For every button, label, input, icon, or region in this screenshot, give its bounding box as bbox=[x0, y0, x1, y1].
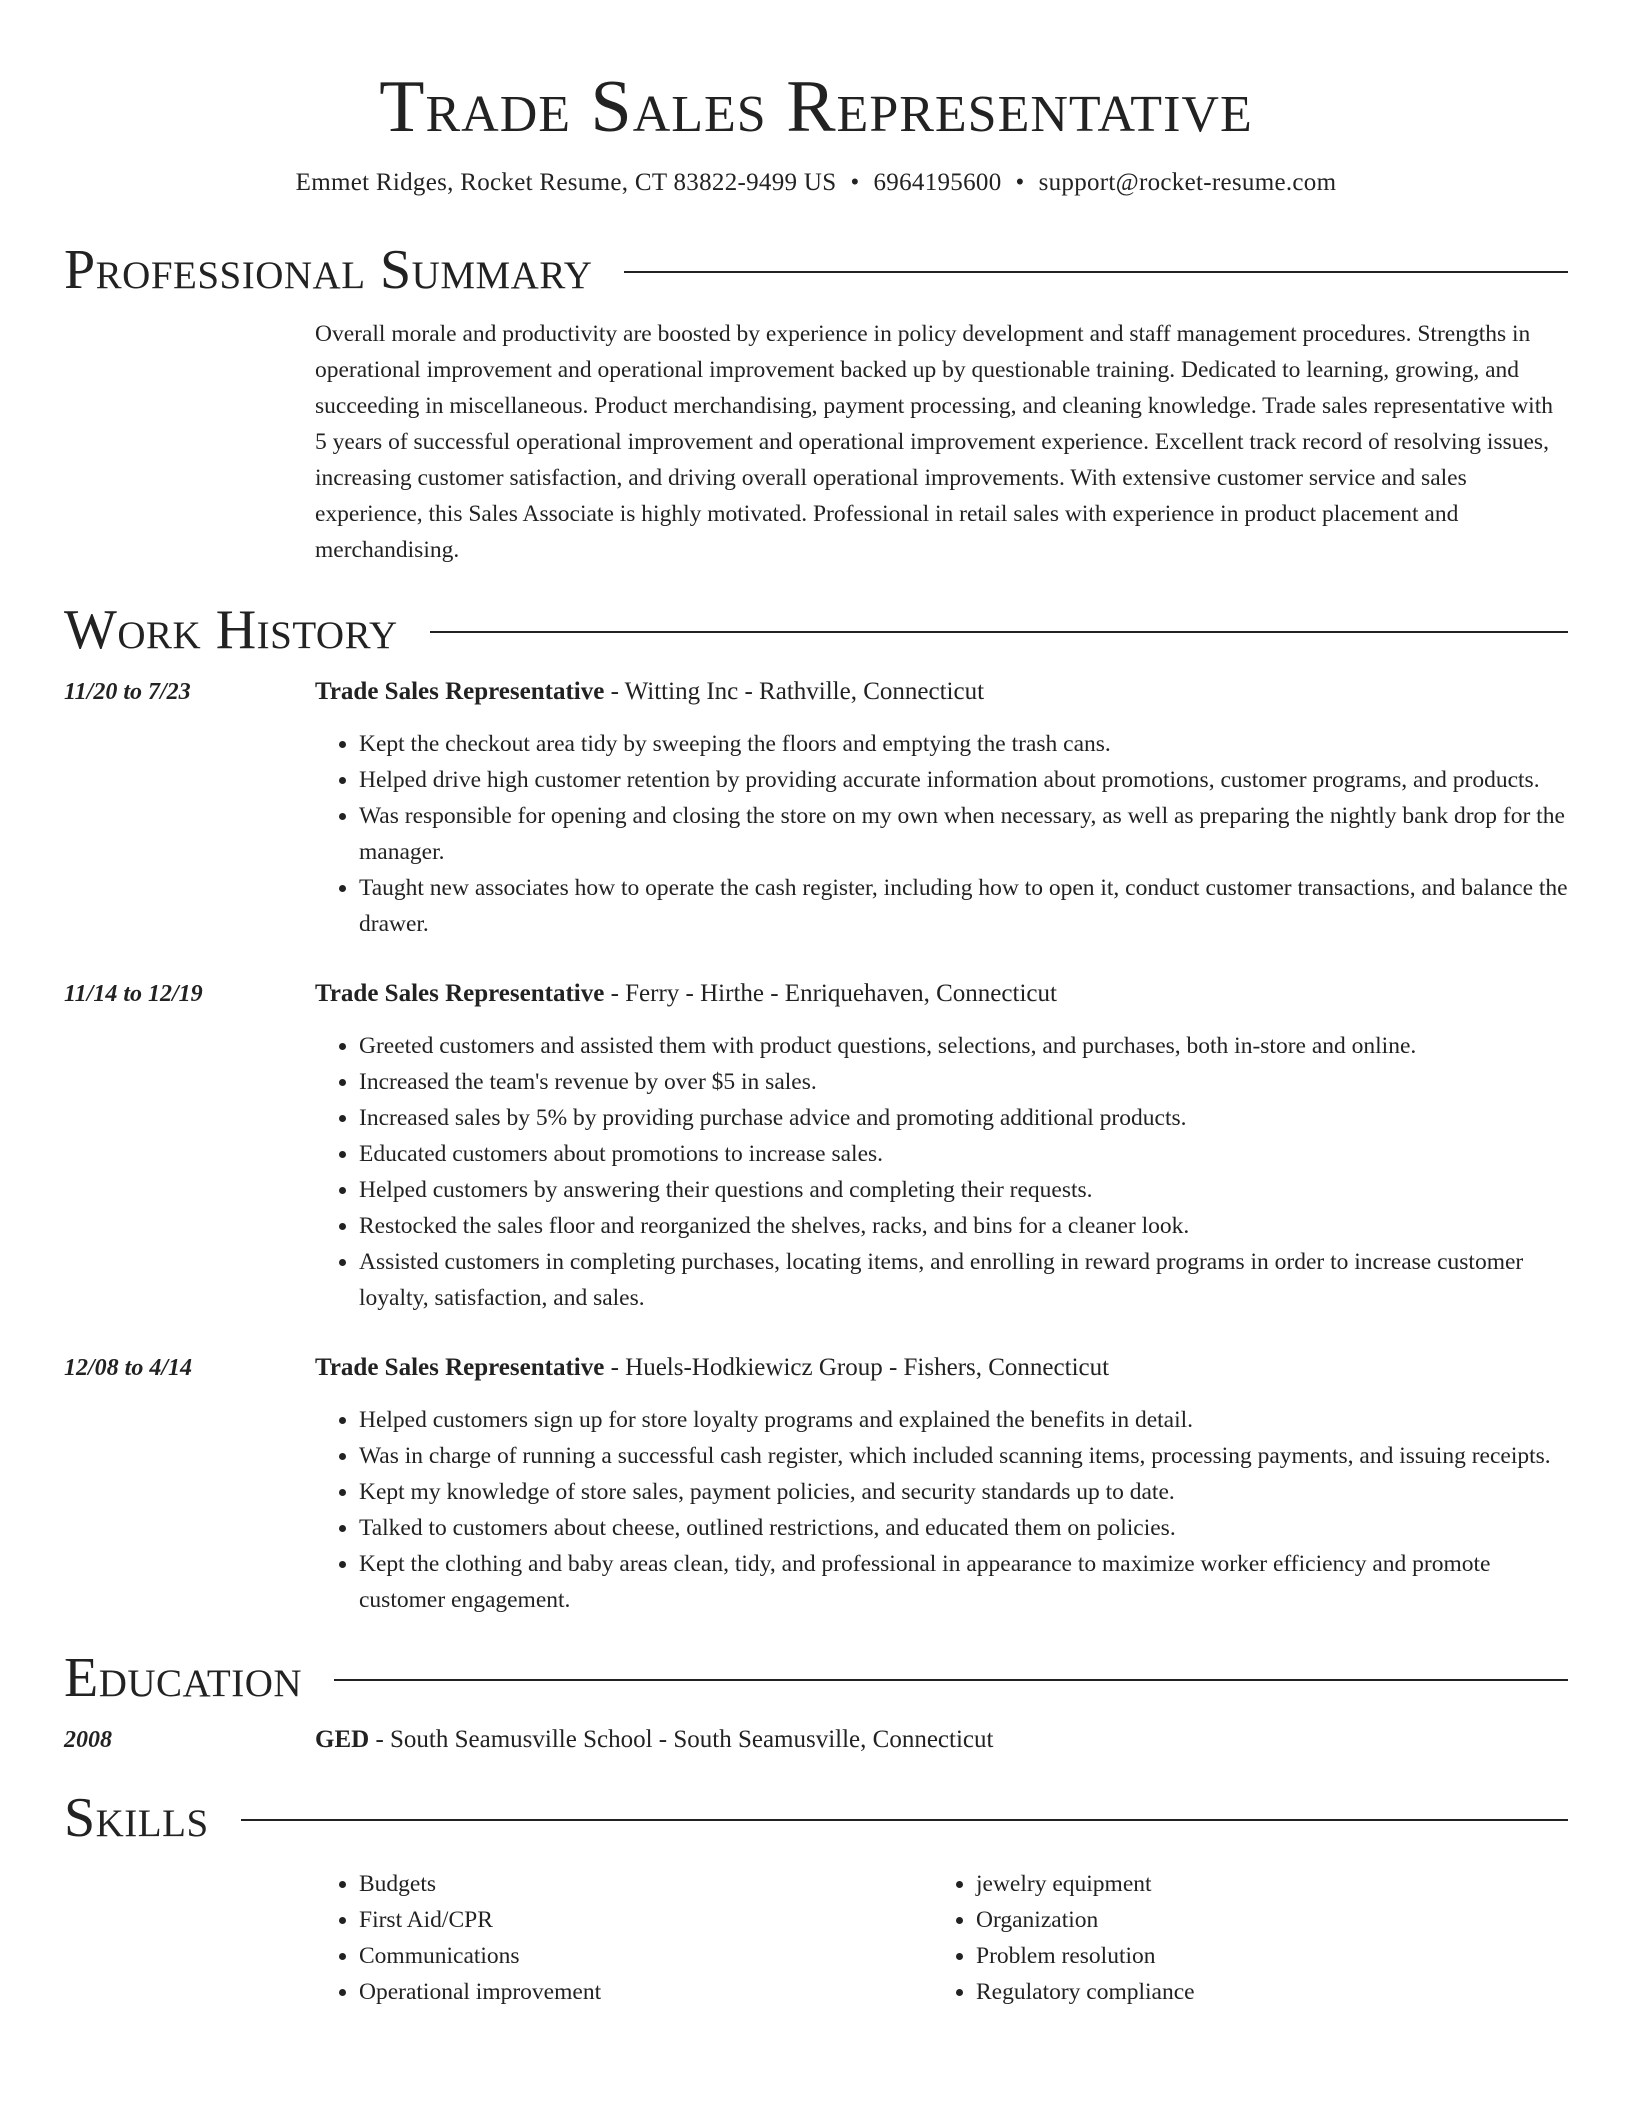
section-divider bbox=[334, 1679, 1568, 1681]
job-bullet: • Restocked the sales floor and reorganized the shelves, racks, and bins for a cleaner look. bbox=[359, 1208, 1568, 1244]
job-bullets bbox=[315, 1402, 1568, 1618]
job-heading bbox=[315, 1350, 1568, 1386]
job-bullets bbox=[315, 1028, 1568, 1316]
skill-item: • Operational improvement bbox=[359, 1974, 932, 2010]
job-heading bbox=[315, 976, 1568, 1012]
skill-item: • Regulatory compliance bbox=[976, 1974, 1549, 2010]
job-bullet: • Was responsible for opening and closing the store on my own when necessary, as well as preparing the nightly bank drop for the manager. bbox=[359, 798, 1568, 870]
job-bullet: • Talked to customers about cheese, outlined restrictions, and educated them on policies. bbox=[359, 1510, 1568, 1546]
contact-separator: • bbox=[850, 169, 860, 196]
contact-address: Emmet Ridges, Rocket Resume, CT 83822-9499 US bbox=[295, 169, 837, 196]
skills-column-right bbox=[932, 1866, 1549, 2010]
education-section-header bbox=[64, 1646, 1568, 1710]
section-divider bbox=[241, 1819, 1568, 1821]
job-entry bbox=[64, 976, 1568, 1316]
job-bullet: • Helped customers by answering their questions and completing their requests. bbox=[359, 1172, 1568, 1208]
skills-section-header bbox=[64, 1786, 1568, 1850]
summary-text: Overall morale and productivity are boosted by experience in policy development and staff management procedures. Strengths in operational improvement and operational improvement backed up by questionable training. Dedicated to learning, growing, and succeeding in miscellaneous. Product merchandising, payment processing, and cleaning knowledge. Trade sales representative with 5 years of successful operational improvement and operational improvement experience. Excellent track record of resolving issues, increasing customer satisfaction, and driving overall operational improvements. With extensive customer service and sales experience, this Sales Associate is highly motivated. Professional in retail sales with experience in product placement and merchandising. bbox=[315, 321, 1553, 563]
skills-heading: Skills bbox=[64, 1787, 209, 1849]
education-details: - South Seamusville School - South Seamusville, Connecticut bbox=[369, 1726, 994, 1753]
job-bullet: • Increased the team's revenue by over $5 in sales. bbox=[359, 1064, 1568, 1100]
education-heading: Education bbox=[64, 1647, 303, 1709]
job-bullet: • Helped customers sign up for store loyalty programs and explained the benefits in detail. bbox=[359, 1402, 1568, 1438]
work-section-header bbox=[64, 598, 1568, 662]
education-year: 2008 bbox=[64, 1727, 112, 1753]
skill-item: • First Aid/CPR bbox=[359, 1902, 932, 1938]
job-entry bbox=[64, 674, 1568, 942]
skill-item: • Organization bbox=[976, 1902, 1549, 1938]
skill-item: • Problem resolution bbox=[976, 1938, 1549, 1974]
job-bullet: • Assisted customers in completing purchases, locating items, and enrolling in reward programs in order to increase customer loyalty, satisfaction, and sales. bbox=[359, 1244, 1568, 1316]
job-dates: 12/08 to 4/14 bbox=[64, 1355, 193, 1381]
job-bullet: • Kept my knowledge of store sales, payment policies, and security standards up to date. bbox=[359, 1474, 1568, 1510]
education-degree: GED bbox=[315, 1726, 370, 1753]
education-entry bbox=[64, 1722, 1568, 1758]
work-heading: Work History bbox=[64, 599, 398, 661]
job-details: - Witting Inc - Rathville, Connecticut bbox=[604, 678, 985, 705]
skill-item: • jewelry equipment bbox=[976, 1866, 1549, 1902]
job-details: - Huels-Hodkiewicz Group - Fishers, Connecticut bbox=[604, 1354, 1110, 1381]
section-divider bbox=[624, 271, 1568, 273]
skill-item: • Communications bbox=[359, 1938, 932, 1974]
job-dates: 11/14 to 12/19 bbox=[64, 981, 203, 1007]
job-bullet: • Kept the clothing and baby areas clean, tidy, and professional in appearance to maximize worker efficiency and promote customer engagement. bbox=[359, 1546, 1568, 1618]
summary-section-header bbox=[64, 238, 1568, 302]
job-entry bbox=[64, 1350, 1568, 1618]
job-bullet: • Greeted customers and assisted them with product questions, selections, and purchases, both in-store and online. bbox=[359, 1028, 1568, 1064]
job-bullets bbox=[315, 726, 1568, 942]
job-bullet: • Increased sales by 5% by providing purchase advice and promoting additional products. bbox=[359, 1100, 1568, 1136]
job-bullet: • Educated customers about promotions to increase sales. bbox=[359, 1136, 1568, 1172]
contact-phone: 6964195600 bbox=[873, 169, 1002, 196]
job-role: Trade Sales Representative bbox=[315, 678, 605, 705]
job-heading bbox=[315, 674, 1568, 710]
resume-page bbox=[64, 0, 1568, 2010]
skills-grid bbox=[315, 1866, 1568, 2010]
job-bullet: • Helped drive high customer retention by providing accurate information about promotions, customer programs, and products. bbox=[359, 762, 1568, 798]
section-divider bbox=[430, 631, 1568, 633]
job-dates: 11/20 to 7/23 bbox=[64, 679, 191, 705]
contact-email: support@rocket-resume.com bbox=[1038, 169, 1337, 196]
job-bullet: • Taught new associates how to operate the cash register, including how to open it, conduct customer transactions, and balance the drawer. bbox=[359, 870, 1568, 942]
skills-column-left bbox=[315, 1866, 932, 2010]
job-role: Trade Sales Representative bbox=[315, 1354, 605, 1381]
contact-separator: • bbox=[1015, 169, 1025, 196]
job-role: Trade Sales Representative bbox=[315, 980, 605, 1007]
job-bullet: • Kept the checkout area tidy by sweeping the floors and emptying the trash cans. bbox=[359, 726, 1568, 762]
resume-title: Trade Sales Representative bbox=[379, 66, 1253, 148]
contact-line bbox=[64, 166, 1568, 200]
summary-heading: Professional Summary bbox=[64, 239, 593, 301]
education-heading-line bbox=[315, 1722, 1568, 1758]
job-details: - Ferry - Hirthe - Enriquehaven, Connecticut bbox=[604, 980, 1057, 1007]
skill-item: • Budgets bbox=[359, 1866, 932, 1902]
job-bullet: • Was in charge of running a successful cash register, which included scanning items, processing payments, and issuing receipts. bbox=[359, 1438, 1568, 1474]
